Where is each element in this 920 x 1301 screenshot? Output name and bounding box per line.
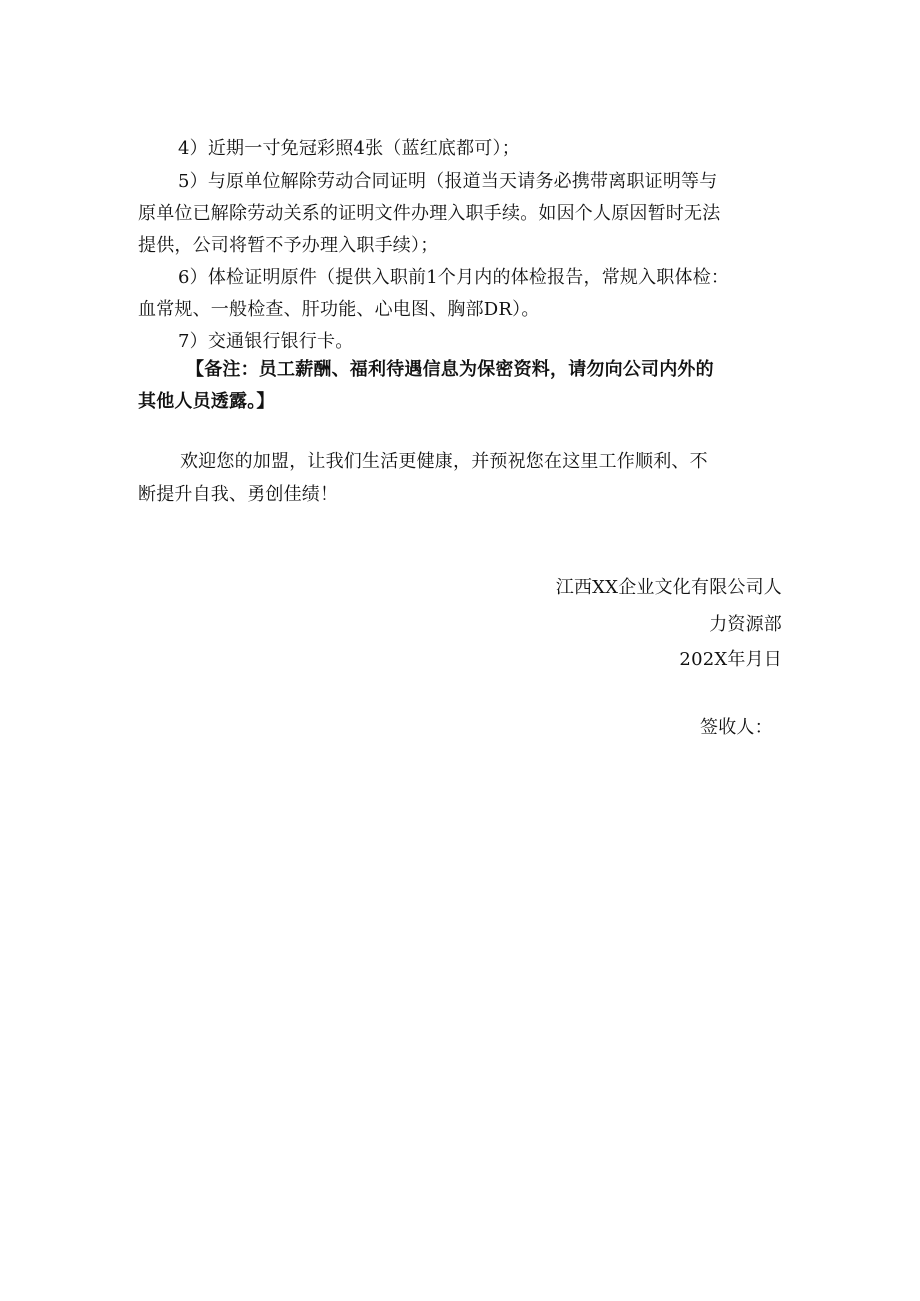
item-6-line-2: 血常规、一般检查、肝功能、心电图、胸部DR）。 [138, 299, 540, 320]
item-5-line-3: 提供，公司将暂不予办理入职手续）； [138, 235, 439, 256]
welcome-line-1: 欢迎您的加盟，让我们生活更健康，并预祝您在这里工作顺利、不 [180, 451, 708, 472]
welcome-line-2: 断提升自我、勇创佳绩！ [138, 484, 339, 505]
item-7-line-1: 7）交通银行银行卡。 [178, 331, 354, 352]
note-line-1: 【备注：员工薪酬、福利待遇信息为保密资料，请勿向公司内外的 [186, 359, 714, 380]
item-6-line-1: 6）体检证明原件（提供入职前1个月内的体检报告，常规入职体检： [178, 267, 730, 288]
signature-company-line-2: 力资源部 [709, 614, 782, 635]
signature-company-line-1: 江西XX企业文化有限公司人 [555, 577, 782, 598]
item-5-line-2: 原单位已解除劳动关系的证明文件办理入职手续。如因个人原因暂时无法 [138, 203, 721, 224]
signature-date: 202X年月日 [679, 649, 782, 670]
item-5-line-1: 5）与原单位解除劳动合同证明（报道当天请务必携带离职证明等与 [178, 171, 718, 192]
item-4-line-1: 4）近期一寸免冠彩照4张（蓝红底都可）； [178, 138, 520, 159]
receipt-label: 签收人： [700, 717, 773, 738]
note-line-2: 其他人员透露。】 [138, 391, 275, 412]
